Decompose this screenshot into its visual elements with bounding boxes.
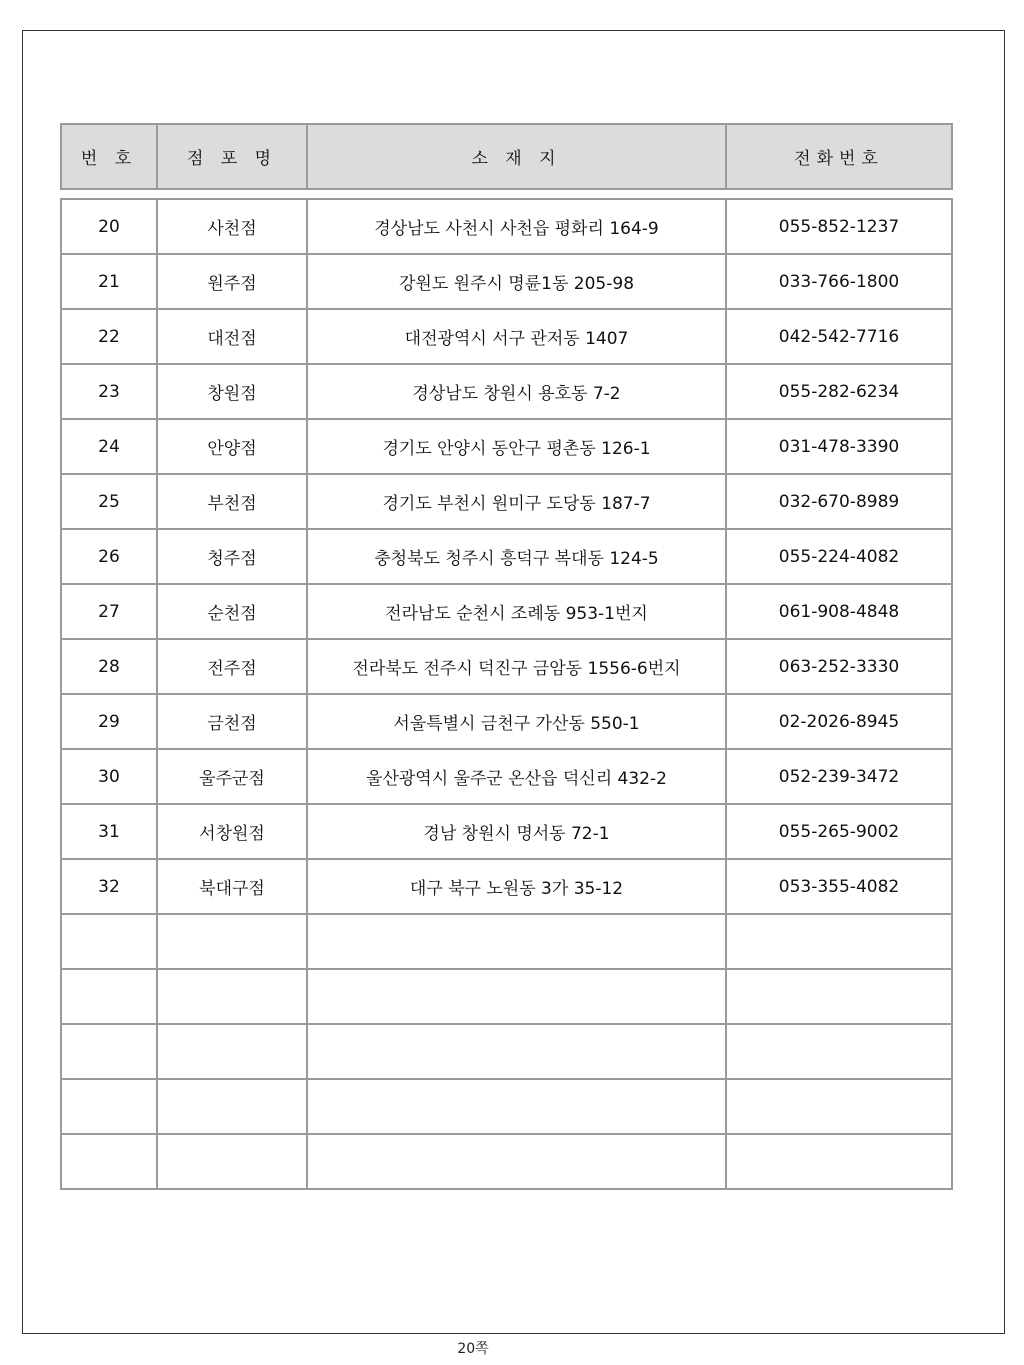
cell-address: 경기도 부천시 원미구 도당동 187-7 xyxy=(307,474,726,529)
store-table xyxy=(60,198,953,1190)
cell-phone: 031-478-3390 xyxy=(726,419,952,474)
cell-address: 전라남도 순천시 조례동 953-1번지 xyxy=(307,584,726,639)
table-row xyxy=(61,694,952,749)
cell-store-name xyxy=(157,969,307,1024)
cell-phone: 055-852-1237 xyxy=(726,199,952,254)
table-row xyxy=(61,199,952,254)
cell-store-name: 금천점 xyxy=(157,694,307,749)
cell-phone: 02-2026-8945 xyxy=(726,694,952,749)
table-row xyxy=(61,914,952,969)
cell-number: 31 xyxy=(61,804,157,859)
cell-store-name: 청주점 xyxy=(157,529,307,584)
cell-store-name xyxy=(157,914,307,969)
cell-store-name xyxy=(157,1024,307,1079)
cell-address xyxy=(307,1079,726,1134)
table-row xyxy=(61,1024,952,1079)
cell-store-name xyxy=(157,1079,307,1134)
table-row xyxy=(61,1079,952,1134)
cell-number xyxy=(61,1079,157,1134)
cell-phone xyxy=(726,1024,952,1079)
cell-phone: 053-355-4082 xyxy=(726,859,952,914)
cell-number: 23 xyxy=(61,364,157,419)
cell-address xyxy=(307,1024,726,1079)
cell-number: 32 xyxy=(61,859,157,914)
cell-number: 26 xyxy=(61,529,157,584)
cell-number: 27 xyxy=(61,584,157,639)
table-row xyxy=(61,364,952,419)
cell-store-name: 창원점 xyxy=(157,364,307,419)
table-row xyxy=(61,419,952,474)
cell-number: 20 xyxy=(61,199,157,254)
cell-store-name: 울주군점 xyxy=(157,749,307,804)
header-address: 소 재 지 xyxy=(307,124,726,189)
cell-address: 충청북도 청주시 흥덕구 복대동 124-5 xyxy=(307,529,726,584)
cell-address xyxy=(307,969,726,1024)
header-row xyxy=(61,124,952,189)
cell-address xyxy=(307,1134,726,1189)
header-number: 번 호 xyxy=(61,124,157,189)
table-row xyxy=(61,804,952,859)
cell-phone: 061-908-4848 xyxy=(726,584,952,639)
cell-store-name: 안양점 xyxy=(157,419,307,474)
cell-store-name: 서창원점 xyxy=(157,804,307,859)
table-row xyxy=(61,969,952,1024)
cell-address: 전라북도 전주시 덕진구 금암동 1556-6번지 xyxy=(307,639,726,694)
cell-phone: 042-542-7716 xyxy=(726,309,952,364)
table-row xyxy=(61,254,952,309)
cell-store-name: 전주점 xyxy=(157,639,307,694)
cell-phone: 055-282-6234 xyxy=(726,364,952,419)
table-row xyxy=(61,529,952,584)
cell-number: 25 xyxy=(61,474,157,529)
cell-address: 경남 창원시 명서동 72-1 xyxy=(307,804,726,859)
table-row xyxy=(61,749,952,804)
table-row xyxy=(61,309,952,364)
cell-store-name: 대전점 xyxy=(157,309,307,364)
cell-number xyxy=(61,1024,157,1079)
cell-phone xyxy=(726,1079,952,1134)
cell-number: 21 xyxy=(61,254,157,309)
cell-number xyxy=(61,914,157,969)
cell-address: 울산광역시 울주군 온산읍 덕신리 432-2 xyxy=(307,749,726,804)
cell-phone: 033-766-1800 xyxy=(726,254,952,309)
cell-address: 서울특별시 금천구 가산동 550-1 xyxy=(307,694,726,749)
cell-address: 경기도 안양시 동안구 평촌동 126-1 xyxy=(307,419,726,474)
cell-number: 28 xyxy=(61,639,157,694)
store-table-header xyxy=(60,123,953,190)
cell-address xyxy=(307,914,726,969)
table-row xyxy=(61,859,952,914)
cell-store-name: 원주점 xyxy=(157,254,307,309)
cell-address: 대전광역시 서구 관저동 1407 xyxy=(307,309,726,364)
cell-address: 강원도 원주시 명륜1동 205-98 xyxy=(307,254,726,309)
cell-phone: 032-670-8989 xyxy=(726,474,952,529)
cell-number: 30 xyxy=(61,749,157,804)
cell-number: 29 xyxy=(61,694,157,749)
cell-phone xyxy=(726,1134,952,1189)
page-number: 20쪽 xyxy=(457,1341,489,1357)
table-row xyxy=(61,1134,952,1189)
cell-address: 경상남도 창원시 용호동 7-2 xyxy=(307,364,726,419)
cell-phone: 063-252-3330 xyxy=(726,639,952,694)
cell-store-name: 사천점 xyxy=(157,199,307,254)
cell-number xyxy=(61,969,157,1024)
cell-phone xyxy=(726,914,952,969)
header-store-name: 점 포 명 xyxy=(157,124,307,189)
cell-store-name: 북대구점 xyxy=(157,859,307,914)
cell-number xyxy=(61,1134,157,1189)
cell-phone: 055-265-9002 xyxy=(726,804,952,859)
cell-store-name xyxy=(157,1134,307,1189)
cell-phone: 055-224-4082 xyxy=(726,529,952,584)
table-row xyxy=(61,639,952,694)
header-phone: 전화번호 xyxy=(726,124,952,189)
cell-store-name: 부천점 xyxy=(157,474,307,529)
cell-store-name: 순천점 xyxy=(157,584,307,639)
cell-phone: 052-239-3472 xyxy=(726,749,952,804)
cell-address: 경상남도 사천시 사천읍 평화리 164-9 xyxy=(307,199,726,254)
table-row xyxy=(61,474,952,529)
cell-address: 대구 북구 노원동 3가 35-12 xyxy=(307,859,726,914)
cell-phone xyxy=(726,969,952,1024)
table-row xyxy=(61,584,952,639)
cell-number: 22 xyxy=(61,309,157,364)
cell-number: 24 xyxy=(61,419,157,474)
